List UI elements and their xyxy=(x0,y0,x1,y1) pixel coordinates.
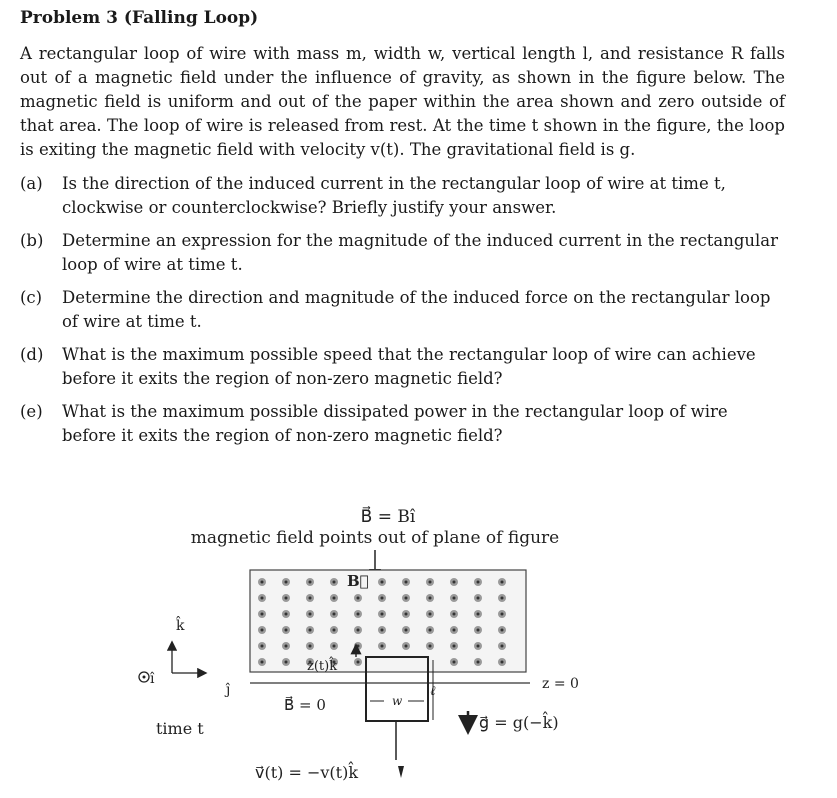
field-dot-center xyxy=(429,581,432,584)
problem-intro: A rectangular loop of wire with mass m, width w, vertical length l, and resistance R falls out of a magnetic field under the influence of gravity, as shown in the figure below. The magnetic field is uniform and out of the paper within the area shown and zero outside of that area. The loop of wire is released from rest. At the time t shown in the figure, the loop is exiting the magnetic field with velocity v(t). The gravitational field is g. xyxy=(20,44,785,159)
field-dot-center xyxy=(405,581,408,584)
field-dot-center xyxy=(477,661,480,664)
field-dot-center xyxy=(429,613,432,616)
field-dot-center xyxy=(477,613,480,616)
field-dot-center xyxy=(285,661,288,664)
gravity-label: g⃗ = g(−k̂) xyxy=(479,713,559,732)
field-dot-center xyxy=(309,581,312,584)
field-dot-center xyxy=(429,645,432,648)
field-dot-center xyxy=(381,645,384,648)
field-dot-center xyxy=(333,645,336,648)
question-label: (c) xyxy=(20,288,43,307)
b-in-field-label: B⃗ xyxy=(347,572,369,590)
field-dot-center xyxy=(357,645,360,648)
field-dot-center xyxy=(501,581,504,584)
field-dot-center xyxy=(501,629,504,632)
field-dot-center xyxy=(453,645,456,648)
field-dot-center xyxy=(429,629,432,632)
width-label: w xyxy=(392,694,403,708)
field-dot-center xyxy=(453,629,456,632)
field-dot-center xyxy=(333,629,336,632)
question-text: Determine the direction and magnitude of the induced force on the rectangular loop of wire at time t. xyxy=(62,288,771,331)
field-dot-center xyxy=(453,661,456,664)
field-dot-center xyxy=(501,661,504,664)
field-dot-center xyxy=(429,597,432,600)
field-dot-center xyxy=(357,629,360,632)
question-text: Determine an expression for the magnitude of the induced current in the rectangular loop of wire at time t. xyxy=(62,231,779,274)
field-dot-center xyxy=(285,645,288,648)
length-label: ℓ xyxy=(430,684,436,699)
field-dot-center xyxy=(453,613,456,616)
field-dot-center xyxy=(405,597,408,600)
field-dot-center xyxy=(261,581,264,584)
b-field-equation: B⃗ = Bî xyxy=(360,507,416,527)
field-dot-center xyxy=(261,613,264,616)
question-label: (d) xyxy=(20,345,44,364)
field-dot-center xyxy=(357,597,360,600)
field-dot-center xyxy=(453,597,456,600)
k-axis-label: k̂ xyxy=(176,618,185,634)
field-dot-center xyxy=(309,613,312,616)
i-axis-label: î xyxy=(150,671,155,687)
field-dot-center xyxy=(261,645,264,648)
field-dot-center xyxy=(357,613,360,616)
field-dot-center xyxy=(501,613,504,616)
field-dot-center xyxy=(381,597,384,600)
field-dot-center xyxy=(285,597,288,600)
field-dot-center xyxy=(405,629,408,632)
field-dot-center xyxy=(261,629,264,632)
question-label: (e) xyxy=(20,402,43,421)
field-dot-center xyxy=(285,629,288,632)
field-dot-center xyxy=(477,581,480,584)
velocity-arrow-icon xyxy=(398,766,404,778)
field-dot-center xyxy=(261,597,264,600)
time-label: time t xyxy=(156,719,204,738)
field-dot-center xyxy=(501,597,504,600)
field-dot-center xyxy=(285,613,288,616)
field-dot-center xyxy=(477,645,480,648)
j-axis-label: ĵ xyxy=(226,682,231,698)
field-dot-center xyxy=(285,581,288,584)
z-position-label: z(t)k̂ xyxy=(307,659,338,674)
field-dot-center xyxy=(501,645,504,648)
velocity-label: v⃗(t) = −v(t)k̂ xyxy=(255,763,359,782)
question-text: What is the maximum possible dissipated power in the rectangular loop of wire before it exits the region of non-zero magnetic field? xyxy=(62,402,728,445)
field-dot-center xyxy=(357,661,360,664)
question-text: What is the maximum possible speed that the rectangular loop of wire can achieve before it exits the region of non-zero magnetic field? xyxy=(62,345,756,388)
field-dot-center xyxy=(453,581,456,584)
problem-title: Problem 3 (Falling Loop) xyxy=(20,8,259,28)
coordinate-axes xyxy=(139,643,205,682)
field-dot-center xyxy=(333,613,336,616)
field-dot-center xyxy=(309,629,312,632)
b-field-caption: magnetic field points out of plane of figure xyxy=(190,528,560,548)
field-dot-center xyxy=(261,661,264,664)
field-dot-center xyxy=(405,645,408,648)
z-zero-label: z = 0 xyxy=(542,676,579,692)
field-dot-center xyxy=(381,613,384,616)
field-dot-center xyxy=(381,629,384,632)
field-dot-center xyxy=(309,597,312,600)
field-dot-center xyxy=(333,581,336,584)
field-dot-center xyxy=(477,597,480,600)
field-dot-center xyxy=(333,597,336,600)
field-dot-center xyxy=(477,629,480,632)
field-dot-center xyxy=(309,645,312,648)
b-zero-label: B⃗ = 0 xyxy=(284,696,326,714)
field-dot-center xyxy=(405,613,408,616)
i-axis-dot xyxy=(143,676,146,679)
question-label: (b) xyxy=(20,231,44,250)
field-dot-center xyxy=(381,581,384,584)
question-text: Is the direction of the induced current in the rectangular loop of wire at time t, clockwise or counterclockwise? Briefly justify your answer. xyxy=(62,174,726,217)
question-label: (a) xyxy=(20,174,43,193)
